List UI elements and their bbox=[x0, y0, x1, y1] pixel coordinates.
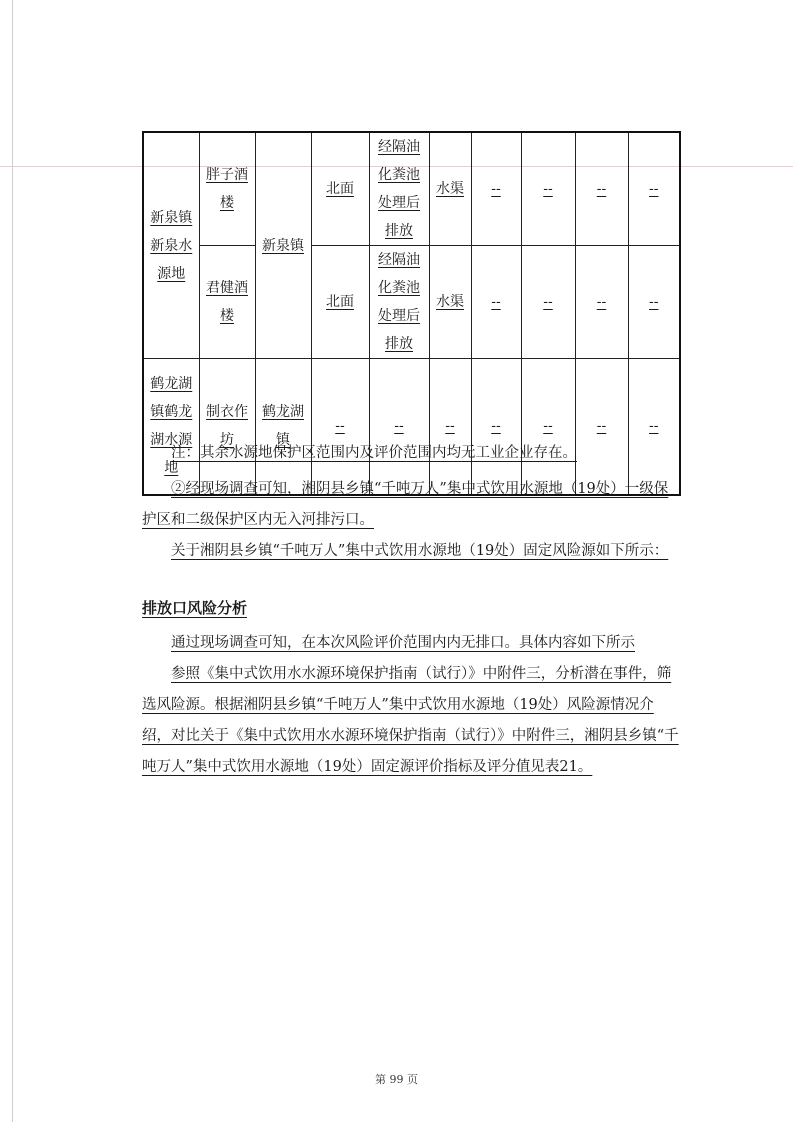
value-cell: -- bbox=[628, 246, 680, 359]
paragraph-no-outfall: 通过现场调查可知，在本次风险评价范围内内无排口。具体内容如下所示 bbox=[171, 635, 635, 651]
value-cell: -- bbox=[521, 359, 575, 495]
page-number: 第 99 页 bbox=[375, 1073, 418, 1086]
direction-cell: 北面 bbox=[311, 132, 369, 246]
source-name-cell: 制衣作坊 bbox=[199, 359, 255, 495]
direction-cell: -- bbox=[311, 359, 369, 495]
area-cell: 鹤龙湖镇鹤龙湖水源地 bbox=[143, 359, 199, 495]
table-row bbox=[143, 246, 680, 359]
paragraph-guideline-reference: 参照《集中式饮用水水源环境保护指南（试行）》中附件三，分析潜在事件，筛选风险源。根据湘阴县乡镇“千吨万人”集中式饮用水源地（19处）风险源情况介绍，对比关于《集中式饮用水水源环境保护指南（试行）》中附件三，湘阴县乡镇“千吨万人”集中式饮用水源地（19处）固定源评价指标及评分值见表21。 bbox=[142, 666, 679, 775]
treatment-cell: -- bbox=[369, 359, 429, 495]
table-note: 注：其余水源地保护区范围内及评价范围内均无工业企业存在。 bbox=[171, 445, 577, 461]
paragraph-outfall-survey: ②经现场调查可知，湘阴县乡镇“千吨万人”集中式饮用水源地（19处）一级保护区和二级保护区内无入河排污口。 bbox=[142, 481, 669, 528]
value-cell: -- bbox=[521, 132, 575, 246]
source-name-cell: 君健酒楼 bbox=[199, 246, 255, 359]
value-cell: -- bbox=[628, 132, 680, 246]
scan-edge-line bbox=[12, 0, 13, 1122]
value-cell: -- bbox=[521, 246, 575, 359]
area-cell: 新泉镇新泉水源地 bbox=[143, 132, 199, 359]
section-heading: 排放口风险分析 bbox=[142, 599, 248, 617]
value-cell: -- bbox=[575, 246, 628, 359]
value-cell: -- bbox=[471, 132, 521, 246]
value-cell: -- bbox=[628, 359, 680, 495]
treatment-cell: 经隔油化粪池处理后排放 bbox=[369, 246, 429, 359]
town-cell: 鹤龙湖镇 bbox=[255, 359, 311, 495]
receiving-cell: -- bbox=[429, 359, 471, 495]
receiving-cell: 水渠 bbox=[429, 246, 471, 359]
paragraph-risk-source-intro: 关于湘阴县乡镇“千吨万人”集中式饮用水源地（19处）固定风险源如下所示： bbox=[171, 543, 669, 559]
value-cell: -- bbox=[575, 359, 628, 495]
treatment-cell: 经隔油化粪池处理后排放 bbox=[369, 132, 429, 246]
value-cell: -- bbox=[471, 246, 521, 359]
table-row bbox=[143, 132, 680, 246]
town-cell: 新泉镇 bbox=[255, 132, 311, 359]
direction-cell: 北面 bbox=[311, 246, 369, 359]
value-cell: -- bbox=[575, 132, 628, 246]
value-cell: -- bbox=[471, 359, 521, 495]
source-name-cell: 胖子酒楼 bbox=[199, 132, 255, 246]
receiving-cell: 水渠 bbox=[429, 132, 471, 246]
